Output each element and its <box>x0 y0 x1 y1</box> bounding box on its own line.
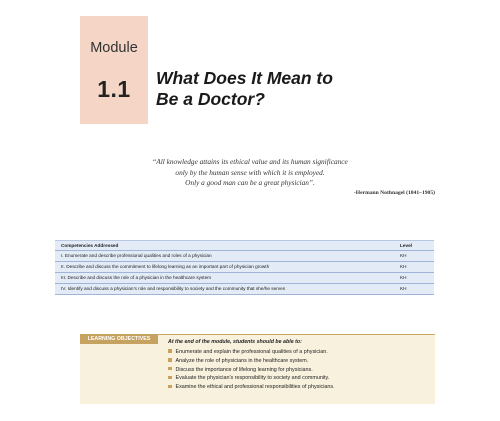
competency-level: KH <box>400 253 407 258</box>
competency-text: II. Describe and discuss the commitment to lifelong learning as an important part of physician growth <box>61 264 270 269</box>
competencies-header: Competencies Addressed <box>61 243 119 248</box>
square-bullet-icon <box>168 358 172 362</box>
table-row <box>55 284 434 295</box>
learning-objectives-tab: LEARNING OBJECTIVES <box>80 334 158 344</box>
chapter-title <box>156 68 376 110</box>
table-row <box>55 251 434 262</box>
competency-text: I. Enumerate and describe professional qualities and roles of a physician <box>61 253 212 258</box>
objective-text: Discuss the importance of lifelong learning for physicians. <box>175 366 313 373</box>
competency-level: KH <box>400 264 407 269</box>
objective-text: Evaluate the physician’s responsibility to society and community. <box>175 375 330 382</box>
module-box <box>80 16 148 124</box>
square-bullet-icon <box>168 385 172 389</box>
objective-text: Examine the ethical and professional responsibilities of physicians. <box>175 384 335 391</box>
module-label: Module <box>90 40 138 56</box>
module-number: 1.1 <box>97 76 131 102</box>
objectives-heading: At the end of the module, students should be able to: <box>168 339 302 345</box>
objective-text: Analyze the role of physicians in the healthcare system. <box>175 357 309 364</box>
list-item <box>168 357 335 366</box>
list-item <box>168 366 335 375</box>
square-bullet-icon <box>168 349 172 353</box>
level-header: Level <box>400 243 412 248</box>
table-row <box>55 273 434 284</box>
competencies-table <box>55 240 434 295</box>
competencies-header-row <box>55 241 434 251</box>
table-row <box>55 262 434 273</box>
objectives-divider <box>158 334 435 335</box>
list-item <box>168 383 335 392</box>
quote-line: Only a good man can be a great physician”. <box>185 178 315 187</box>
quote-line: only by the human sense with which it is employed. <box>175 167 325 177</box>
learning-objectives-box <box>80 334 435 404</box>
quote-line: “All knowledge attains its ethical value and its human significance <box>152 157 348 166</box>
competency-level: KH <box>400 286 407 291</box>
square-bullet-icon <box>168 376 172 380</box>
competency-level: KH <box>400 275 407 280</box>
objectives-list <box>168 348 335 392</box>
square-bullet-icon <box>168 367 172 371</box>
chapter-title-line: What Does It Mean to <box>156 68 333 88</box>
list-item <box>168 374 335 383</box>
list-item <box>168 348 335 357</box>
chapter-title-line: Be a Doctor? <box>156 89 265 109</box>
objective-text: Enumerate and explain the professional qualities of a physician. <box>175 349 328 355</box>
quote-author: -Hermann Nothnagel (1841–1905) <box>353 190 435 196</box>
competency-text: IV. Identify and discuss a physician’s role and responsibility to society and the community that she/he serves <box>61 286 286 291</box>
competency-text: III. Describe and discuss the role of a physician in the healthcare system <box>61 275 212 280</box>
epigraph-quote <box>120 157 380 189</box>
